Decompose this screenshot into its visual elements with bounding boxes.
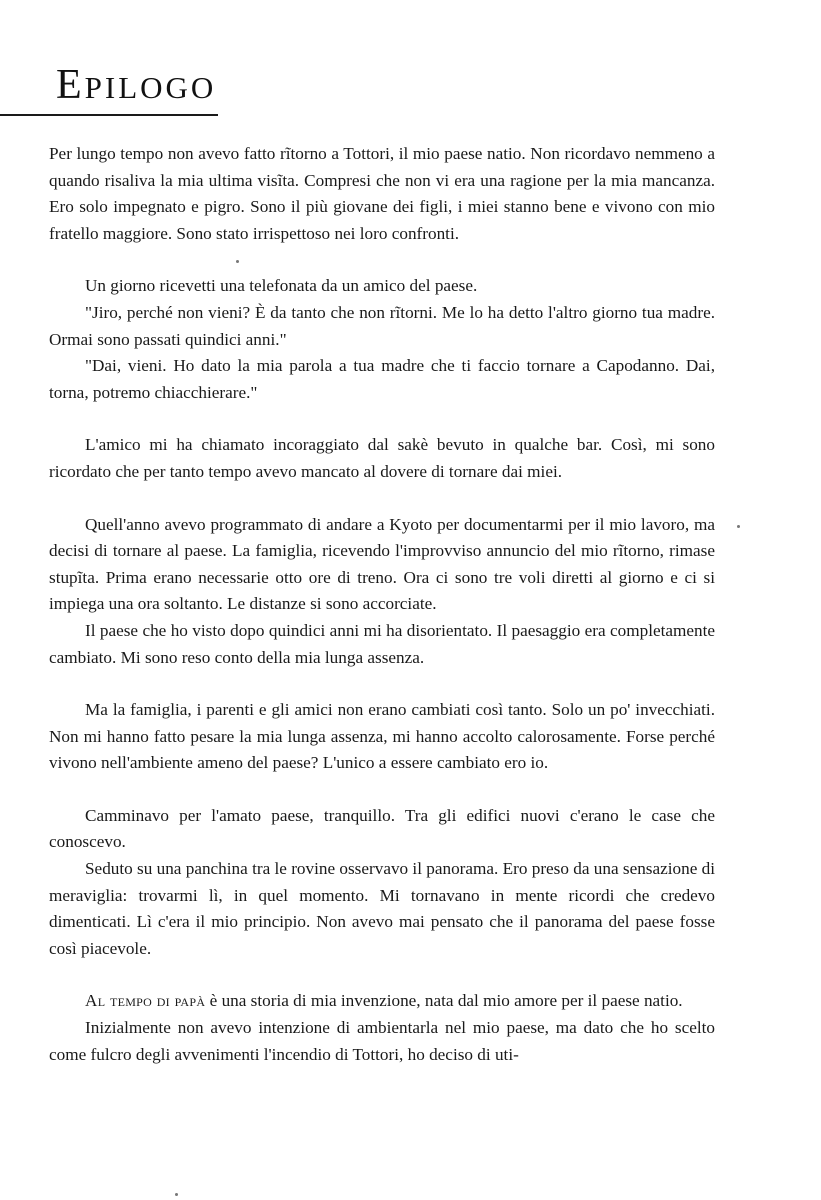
scan-speck	[236, 260, 239, 263]
chapter-title-initial: E	[56, 62, 85, 108]
paragraph: "Dai, vieni. Ho dato la mia parola a tua madre che ti faccio tornare a Capodanno. Dai, torna, potremo chiacchierare."	[49, 356, 715, 402]
paragraph: Inizialmente non avevo intenzione di ambientarla nel mio paese, ma dato che ho scelto come fulcro degli avvenimenti l'incendio di Tottori, ho deciso di uti-	[49, 1018, 715, 1064]
paragraph: Un giorno ricevetti una telefonata da un amico del paese.	[85, 276, 478, 296]
scan-speck	[737, 525, 740, 528]
paragraph: Per lungo tempo non avevo fatto rĩtorno a Tottori, il mio paese natio. Non ricordavo nemmeno a quando risaliva la mia ultima visĩta. Compresi che non vi era una ragione per la mia mancanza. Ero solo impegnato e pigro. Sono il più giovane dei figli, i miei stanno bene e vivono con mio fratello maggiore. Sono stato irrispettoso nei loro confronti.	[49, 144, 715, 243]
paragraph: Quell'anno avevo programmato di andare a Kyoto per documentarmi per il mio lavoro, ma decisi di tornare al paese. La famiglia, ricevendo l'improvviso annuncio del mio rĩtorno, rimase stupĩta. Prima erano necessarie otto ore di treno. Ora ci sono tre voli diretti al giorno e ci si impiega una ora soltanto. Le distanze si sono accorciate.	[49, 514, 715, 614]
scan-speck	[175, 1193, 178, 1196]
body-text	[49, 141, 715, 1068]
paragraph: L'amico mi ha chiamato incoraggiato dal sakè bevuto in qualche bar. Così, mi sono ricordato che per tanto tempo avevo mancato al dovere di tornare dai miei.	[49, 435, 715, 481]
chapter-title	[56, 64, 216, 106]
paragraph: Camminavo per l'amato paese, tranquillo. Tra gli edifici nuovi c'erano le case che conoscevo.	[49, 805, 715, 852]
paragraph-text: è una storia di mia invenzione, nata dal mio amore per il paese natio.	[205, 991, 683, 1011]
paragraph	[49, 988, 715, 1015]
chapter-title-rest: PILOGO	[84, 70, 217, 105]
paragraph: Seduto su una panchina tra le rovine osservavo il panorama. Ero preso da una sensazione di meraviglia: trovarmi lì, in quel momento. Mi tornavano in mente ricordi che credevo dimenticati. Lì c'era il mio principio. Non avevo mai pensato che il panorama del paese fosse così piacevole.	[49, 859, 716, 958]
title-underline	[0, 114, 218, 116]
paragraph: Il paese che ho visto dopo quindici anni mi ha disorientato. Il paesaggio era completamente cambiato. Mi sono reso conto della mia lunga assenza.	[49, 620, 715, 667]
paragraph: "Jiro, perché non vieni? È da tanto che non rĩtorni. Me lo ha detto l'altro giorno tua madre. Ormai sono passati quindici anni."	[49, 302, 715, 349]
book-title: Al tempo di papà	[85, 991, 206, 1011]
paragraph: Ma la famiglia, i parenti e gli amici non erano cambiati così tanto. Solo un po' invecchiati. Non mi hanno fatto pesare la mia lunga assenza, mi hanno accolto calorosamente. Forse perché vivono nell'ambiente ameno del paese? L'unico a essere cambiato ero io.	[49, 700, 715, 773]
